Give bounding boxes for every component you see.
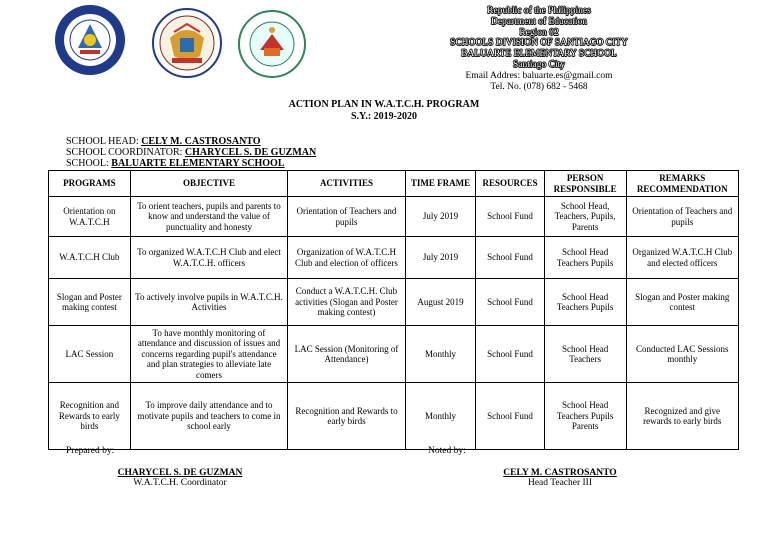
school-head-line	[66, 136, 261, 148]
letterhead-city: Santiago City	[513, 59, 565, 70]
school-seal-logo	[238, 10, 306, 78]
cell-person: School Head Teachers Pupils Parents	[544, 383, 626, 450]
table-row	[49, 383, 739, 450]
school-value: BALUARTE ELEMENTARY SCHOOL	[111, 158, 285, 169]
cell-objective: To organized W.A.T.C.H Club and elect W.A.T.C.H. officers	[130, 237, 287, 279]
cell-objective: To orient teachers, pupils and parents to know and understand the value of punctuality and honesty	[130, 197, 287, 237]
letterhead-phone: Tel. No. (078) 682 - 5468	[490, 81, 588, 92]
letterhead	[434, 6, 644, 92]
cell-remarks: Organized W.A.T.C.H Club and elected officers	[626, 237, 738, 279]
letterhead-department: Department of Education	[490, 16, 588, 27]
division-seal-logo	[152, 8, 222, 78]
header-time-frame: TIME FRAME	[405, 171, 476, 197]
cell-activities: Organization of W.A.T.C.H Club and election of officers	[288, 237, 406, 279]
school-line	[66, 158, 285, 170]
cell-time-frame: Monthly	[405, 326, 476, 383]
school-coordinator-label: SCHOOL COORDINATOR:	[66, 147, 183, 158]
letterhead-region: Region 02	[519, 27, 559, 38]
table-row	[49, 237, 739, 279]
cell-person: School Head, Teachers, Pupils, Parents	[544, 197, 626, 237]
letterhead-country: Republic of the Philippines	[487, 6, 591, 16]
school-year: S.Y.: 2019-2020	[350, 111, 418, 122]
cell-remarks: Recognized and give rewards to early birds	[626, 383, 738, 450]
deped-seal-logo	[54, 4, 126, 76]
cell-activities: Orientation of Teachers and pupils	[288, 197, 406, 237]
cell-objective: To improve daily attendance and to motivate pupils and teachers to come in school early	[130, 383, 287, 450]
school-head-label: SCHOOL HEAD:	[66, 136, 139, 147]
school-coordinator-line	[66, 147, 316, 159]
cell-objective: To have monthly monitoring of attendance and discussion of issues and concerns regarding pupil's attendance and plan strategies to alleviate late comers	[130, 326, 287, 383]
letterhead-division: SCHOOLS DIVISION OF SANTIAGO CITY	[450, 38, 628, 49]
cell-activities: Recognition and Rewards to early birds	[288, 383, 406, 450]
cell-resources: School Fund	[476, 326, 544, 383]
header-resources: RESOURCES	[476, 171, 544, 197]
prepared-by-signatory	[80, 468, 280, 488]
noted-by-label: Noted by:	[428, 446, 466, 456]
noted-by-signatory	[460, 468, 660, 488]
cell-resources: School Fund	[476, 197, 544, 237]
prepared-by-title: W.A.T.C.H. Coordinator	[133, 478, 227, 488]
header-activities: ACTIVITIES	[288, 171, 406, 197]
cell-person: School Head Teachers Pupils	[544, 237, 626, 279]
noted-by-title: Head Teacher III	[527, 478, 593, 488]
school-head-value: CELY M. CASTROSANTO	[141, 136, 261, 147]
cell-program: Recognition and Rewards to early birds	[49, 383, 131, 450]
cell-person: School Head Teachers	[544, 326, 626, 383]
header-remarks: REMARKS RECOMMENDATION	[626, 171, 738, 197]
cell-remarks: Conducted LAC Sessions monthly	[626, 326, 738, 383]
cell-time-frame: July 2019	[405, 197, 476, 237]
cell-time-frame: July 2019	[405, 237, 476, 279]
table-header-row	[49, 171, 739, 197]
cell-resources: School Fund	[476, 279, 544, 326]
cell-program: Slogan and Poster making contest	[49, 279, 131, 326]
cell-person: School Head Teachers Pupils	[544, 279, 626, 326]
cell-activities: LAC Session (Monitoring of Attendance)	[288, 326, 406, 383]
document-title: ACTION PLAN IN W.A.T.C.H. PROGRAM	[288, 99, 480, 110]
cell-time-frame: Monthly	[405, 383, 476, 450]
letterhead-email: Email Addres: baluarte.es@gmail.com	[465, 70, 613, 81]
cell-objective: To actively involve pupils in W.A.T.C.H. Activities	[130, 279, 287, 326]
prepared-by-label: Prepared by:	[66, 446, 115, 456]
table-row	[49, 197, 739, 237]
cell-time-frame: August 2019	[405, 279, 476, 326]
cell-program: Orientation on W.A.T.C.H	[49, 197, 131, 237]
header-programs: PROGRAMS	[49, 171, 131, 197]
cell-activities: Conduct a W.A.T.C.H. Club activities (Slogan and Poster making contest)	[288, 279, 406, 326]
table-row	[49, 326, 739, 383]
table-row	[49, 279, 739, 326]
header-objective: OBJECTIVE	[130, 171, 287, 197]
letterhead-school: BALUARTE ELEMENTARY SCHOOL	[461, 49, 617, 60]
cell-resources: School Fund	[476, 237, 544, 279]
prepared-by-name: CHARYCEL S. DE GUZMAN	[117, 468, 243, 478]
noted-by-name: CELY M. CASTROSANTO	[503, 468, 617, 478]
cell-program: LAC Session	[49, 326, 131, 383]
action-plan-table	[48, 170, 739, 450]
header-person-responsible: PERSON RESPONSIBLE	[544, 171, 626, 197]
cell-remarks: Orientation of Teachers and pupils	[626, 197, 738, 237]
cell-program: W.A.T.C.H Club	[49, 237, 131, 279]
school-coordinator-value: CHARYCEL S. DE GUZMAN	[184, 147, 317, 158]
school-label: SCHOOL:	[66, 158, 109, 169]
cell-resources: School Fund	[476, 383, 544, 450]
cell-remarks: Slogan and Poster making contest	[626, 279, 738, 326]
